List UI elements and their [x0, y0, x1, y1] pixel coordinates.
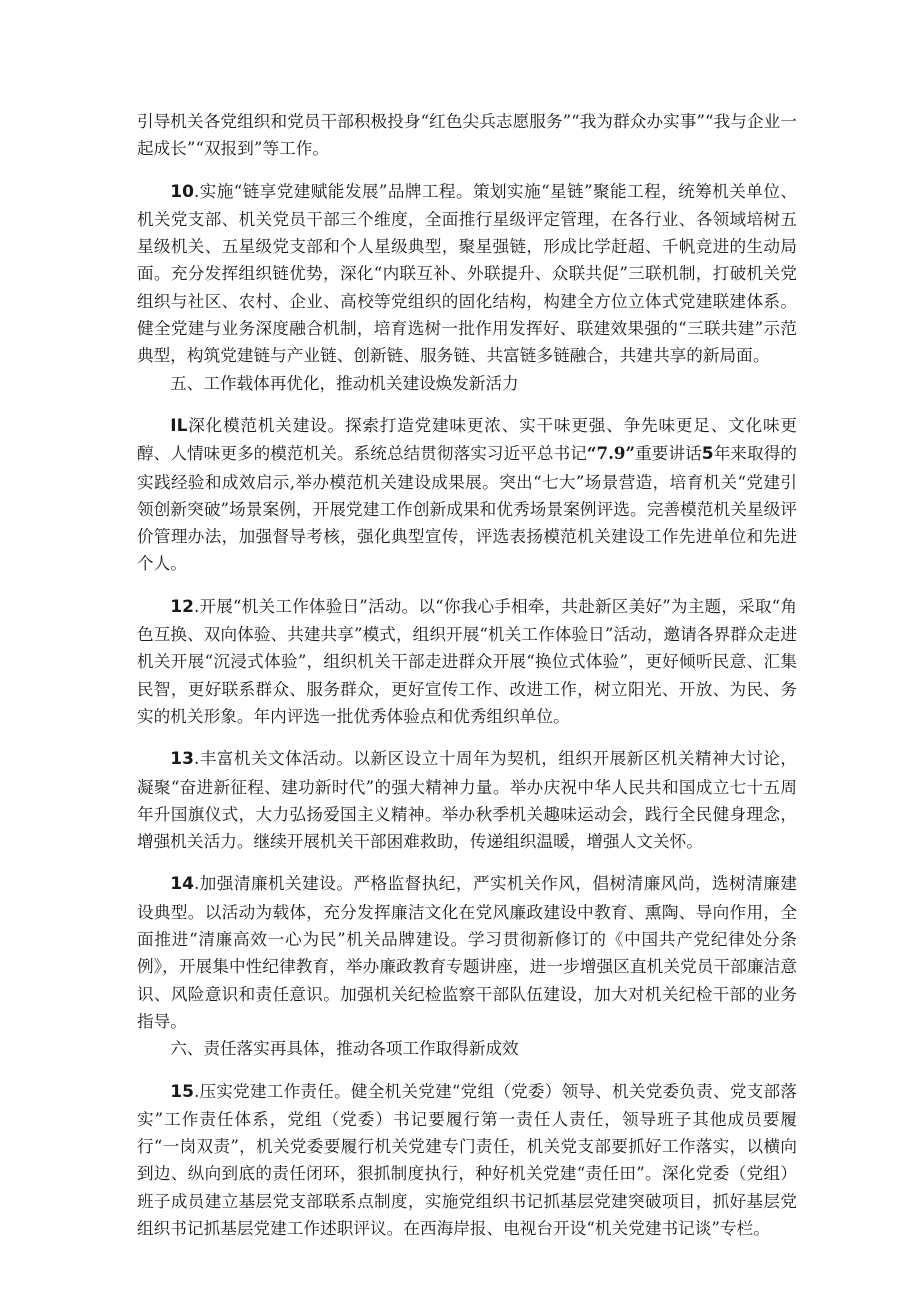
item-10 — [137, 178, 797, 370]
paragraph-intro: 引导机关各党组织和党员干部积极投身“红色尖兵志愿服务”“我为群众办实事”“我与企业一起成长”“双报到”等工作。 — [137, 112, 797, 159]
item-text-b: 重要讲话 — [635, 444, 702, 464]
item-14 — [137, 870, 797, 1035]
item-number: IL — [170, 415, 188, 436]
item-15 — [137, 1078, 797, 1243]
item-number: 13 — [170, 749, 194, 770]
item-text: .开展“机关工作体验日”活动。以“你我心手相牵，共赴新区美好”为主题，采取“角色互换、双向体验、共建共享”模式，组织开展“机关工作体验日”活动，邀请各界群众走进机关开展“沉浸式体验”，组织机关干部走进群众开展“换位式体验”，更好倾听民意、汇集民智，更好联系群众、服务群众，更好宣传工作、改进工作，树立阳光、开放、为民、务实的机关形象。年内评选一批优秀体验点和优秀组织单位。 — [137, 596, 797, 726]
item-number: 12 — [170, 596, 194, 617]
item-number: 10 — [170, 181, 194, 202]
item-text: .加强清廉机关建设。严格监督执纪，严实机关作风，倡树清廉风尚，选树清廉建设典型。以活动为载体，充分发挥廉洁文化在党风廉政建设中教育、熏陶、导向作用，全面推进“清廉高效一心为民”机关品牌建设。学习贯彻新修订的《中国共产党纪律处分条例》，开展集中性纪律教育，举办廉政教育专题讲座，进一步增强区直机关党员干部廉洁意识、风险意识和责任意识。加强机关纪检监察干部队伍建设，加大对机关纪检干部的业务指导。 — [137, 874, 797, 1031]
item-text-a: 深化模范机关建设。探索打造党建味更浓、实干味更强、争先味更足、文化味更醇、人情味更多的模范机关。系统总结贯彻落实习近平总书记 — [137, 415, 797, 464]
item-text: .丰富机关文体活动。以新区设立十周年为契机，组织开展新区机关精神大讨论，凝聚“奋进新征程、建功新时代”的强大精神力量。举办庆祝中华人民共和国成立七十五周年升国旗仪式，大力弘扬爱国主义精神。举办秋季机关趣味运动会，践行全民健身理念，增强机关活力。继续开展机关干部困难救助，传递组织温暖，增强人文关怀。 — [137, 749, 797, 852]
item-number: 15 — [170, 1081, 194, 1102]
item-number: 14 — [170, 874, 194, 895]
document-page — [137, 108, 797, 1242]
section-heading-6: 六、责任落实再具体，推动各项工作取得新成效 — [170, 1039, 519, 1059]
item-text-c: 年来取得的实践经验和成效启示,举办模范机关建设成果展。突出“七大”场景营造，培育机关“党建引领创新突破”场景案例，开展党建工作创新成果和优秀场景案例评选。完善模范机关星级评价管理办法，加强督导考核，强化典型宣传，评选表扬模范机关建设工作先进单位和先进个人。 — [137, 444, 798, 574]
section-heading-5: 五、工作载体再优化，推动机关建设焕发新活力 — [170, 373, 519, 393]
item-text: .实施“链享党建赋能发展”品牌工程。策划实施“星链”聚能工程，统筹机关单位、机关党支部、机关党员干部三个维度，全面推行星级评定管理，在各行业、各领域培树五星级机关、五星级党支部和个人星级典型，聚星强链，形成比学赶超、千帆竞进的生动局面。充分发挥组织链优势，深化“内联互补、外联提升、众联共促”三联机制，打破机关党组织与社区、农村、企业、高校等党组织的固化结构，构建全方位立体式党建联建体系。健全党建与业务深度融合机制，培育选树一批作用发挥好、联建效果强的“三联共建”示范典型，构筑党建链与产业链、创新链、服务链、共富链多链融合，共建共享的新局面。 — [137, 181, 797, 366]
item-year-number: 5 — [701, 444, 714, 465]
item-text: .压实党建工作责任。健全机关党建“党组（党委）领导、机关党委负责、党支部落实”工作责任体系，党组（党委）书记要履行第一责任人责任，领导班子其他成员要履行“一岗双责”，机关党委要履行机关党建专门责任，机关党支部要抓好工作落实，以横向到边、纵向到底的责任闭环，狠抓制度执行，种好机关党建“责任田”。深化党委（党组）班子成员建立基层党支部联系点制度，实施党组织书记抓基层党建突破项目，抓好基层党组织书记抓基层党建工作述职评议。在西海岸报、电视台开设“机关党建书记谈”专栏。 — [137, 1081, 797, 1238]
item-11 — [137, 412, 797, 578]
item-12 — [137, 593, 797, 730]
item-13 — [137, 745, 797, 855]
item-highlight: “7.9” — [586, 443, 636, 464]
